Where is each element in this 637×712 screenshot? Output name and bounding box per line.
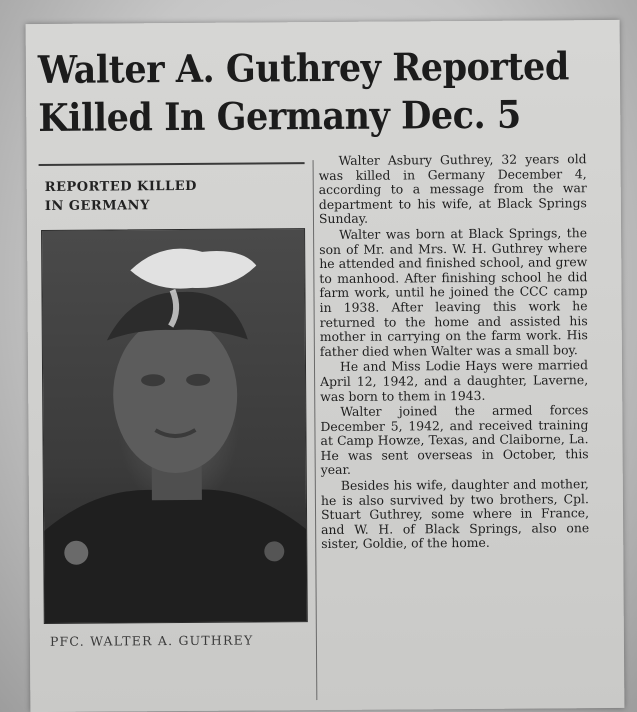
article-paragraph: Besides his wife, daughter and mother, he is also survived by two brothers, Cpl. Stuart Guthrey, some where in France, and W. H. of Black Springs, also one sister, Goldie, of the home. bbox=[320, 476, 590, 552]
photo-caption-bottom: PFC. WALTER A. GUTHREY bbox=[49, 632, 254, 649]
photo-caption-top-line-2: IN GERMANY bbox=[44, 198, 150, 214]
photo-caption-top bbox=[45, 176, 295, 216]
photo-column bbox=[39, 162, 309, 694]
photo-glare bbox=[130, 248, 256, 289]
face-shape bbox=[113, 317, 238, 474]
photo-caption-top-line-1: REPORTED KILLED bbox=[44, 178, 197, 195]
article-paragraph: Walter Asbury Guthrey, 32 years old was killed in Germany December 4, according to a message from the war department to his wife, at Black Springs Sunday. bbox=[318, 151, 587, 227]
article-paragraph: Walter joined the armed forces December 5, 1942, and received training at Camp Howze, Texas, and Claiborne, La. He was sent overseas in October, this year. bbox=[320, 402, 589, 478]
article-body bbox=[319, 152, 590, 553]
article-paragraph: He and Miss Lodie Hays were married April 12, 1942, and a daughter, Laverne, was born to them in 1943. bbox=[320, 357, 589, 404]
insignia-left bbox=[64, 541, 88, 565]
column-rule bbox=[39, 162, 305, 166]
headline bbox=[37, 42, 570, 142]
headline-line-2: Killed In Germany Dec. 5 bbox=[38, 91, 521, 140]
soldier-portrait bbox=[41, 228, 308, 624]
headline-line-1: Walter A. Guthrey Reported bbox=[37, 43, 570, 92]
article-paragraph: Walter was born at Black Springs, the son of Mr. and Mrs. W. H. Guthrey where he attended and finished school, and grew to manhood. After finishing school he did farm work, until he joined the CCC camp in 1938. After leaving this work he returned to the home and assisted his mother in carrying on the farm work. His father died when Walter was a small boy. bbox=[319, 225, 588, 359]
insignia-right bbox=[264, 541, 284, 561]
column-divider bbox=[313, 160, 318, 700]
newspaper-clipping bbox=[26, 20, 625, 712]
portrait-illustration bbox=[42, 229, 307, 623]
